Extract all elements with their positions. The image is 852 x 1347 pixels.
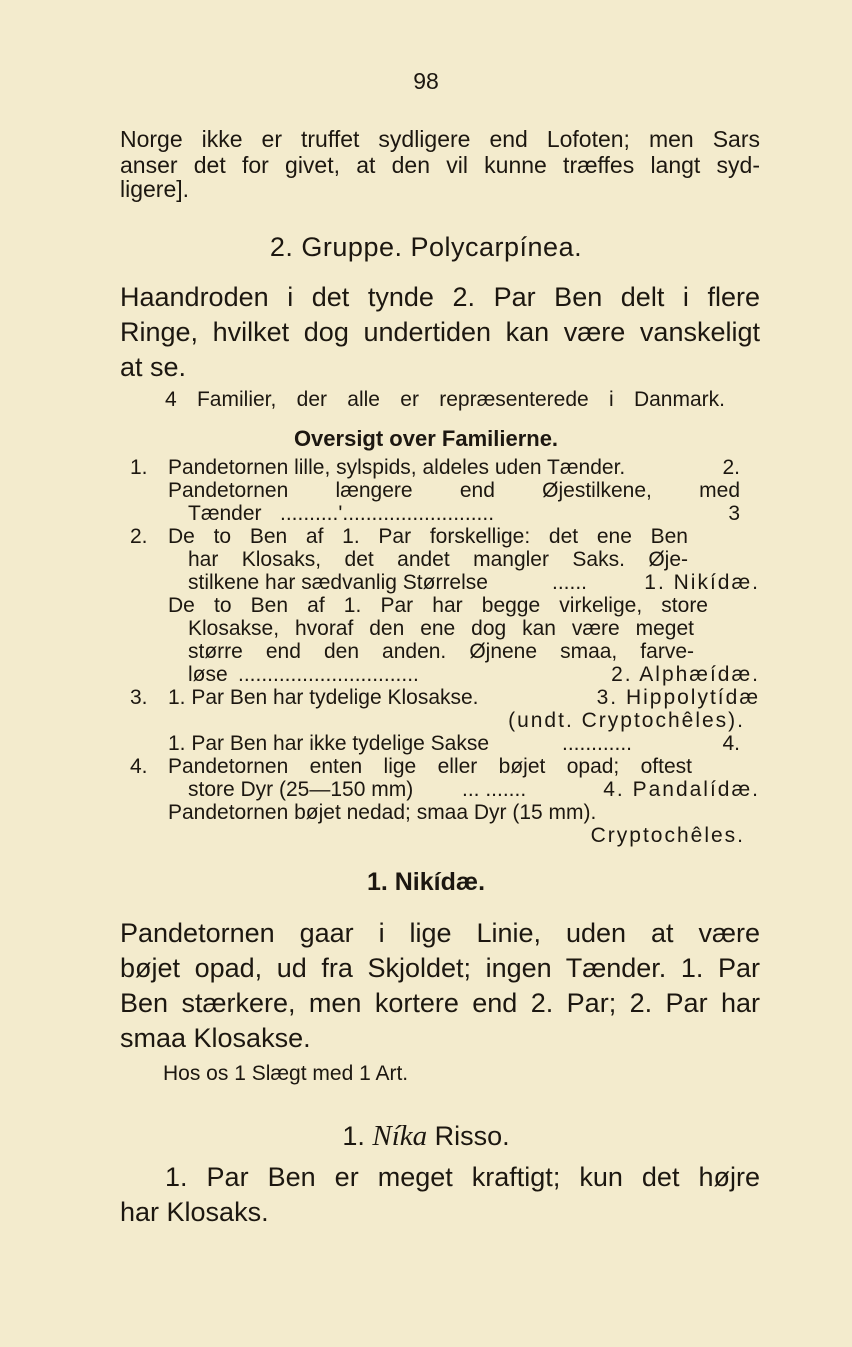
key-line-1b: Pandetornen længere end Øjestilkene, med (168, 479, 740, 502)
genus-text-line-2: har Klosaks. (120, 1197, 269, 1227)
group-heading: 2. Gruppe. Polycarpínea. (269, 232, 583, 262)
key-number-1: 1. (130, 456, 148, 479)
family-text-line-2: bøjet opad, ud fra Skjoldet; ingen Tænder. 1. Par (120, 953, 760, 983)
genus-note: Hos os 1 Slægt med 1 Art. (163, 1062, 409, 1085)
key-leader-2c: ...... (552, 571, 588, 594)
key-line-1c: Tænder (188, 502, 262, 525)
key-leader-3c: ............ (562, 732, 633, 755)
key-number-2: 2. (130, 525, 148, 548)
key-line-3c: 1. Par Ben har ikke tydelige Sakse (168, 732, 490, 755)
genus-heading (0, 1120, 852, 1153)
genus-author: Risso. (434, 1121, 510, 1151)
group-text-line-3: at se. (120, 352, 187, 382)
overview-heading: Oversigt over Familierne. (293, 426, 559, 451)
key-ref-3c: 4. (722, 732, 740, 755)
key-leader-2g: ............................... (238, 663, 419, 686)
page-number: 98 (413, 68, 439, 94)
family-text-line-4: smaa Klosakse. (120, 1023, 311, 1053)
key-leader-1c: ..........'.......................... (280, 502, 495, 525)
genus-name: Níka (372, 1120, 428, 1152)
intro-line-2: anser det for givet, at den vil kunne træffes langt syd- (120, 152, 760, 178)
key-ref-3a: 3. Hippolytídæ (596, 686, 760, 709)
key-ref-2g: 2. Alphæídæ. (611, 663, 760, 686)
key-line-2e: Klosakse, hvoraf den ene dog kan være meget (188, 617, 694, 640)
key-ref-1c: 3 (728, 502, 740, 525)
intro-line-1: Norge ikke er truffet sydligere end Lofoten; men Sars (120, 126, 760, 152)
key-line-4d: Cryptochêles. (590, 824, 745, 847)
intro-line-3: ligere]. (120, 176, 190, 202)
key-line-2b: har Klosaks, det andet mangler Saks. Øje- (188, 548, 688, 571)
key-line-2g: løse (188, 663, 228, 686)
key-line-2a: De to Ben af 1. Par forskellige: det ene Ben (168, 525, 688, 548)
key-line-3b: (undt. Cryptochêles). (508, 709, 745, 732)
key-line-2c: stilkene har sædvanlig Størrelse (188, 571, 488, 594)
genus-number: 1. (342, 1121, 365, 1151)
family-text-line-3: Ben stærkere, men kortere end 2. Par; 2. Par har (120, 988, 760, 1018)
group-text-line-2: Ringe, hvilket dog undertiden kan være vanskeligt (120, 317, 760, 347)
key-line-4b: store Dyr (25—150 mm) (188, 778, 414, 801)
key-number-3: 3. (130, 686, 148, 709)
family-text-line-1: Pandetornen gaar i lige Linie, uden at være (120, 918, 760, 948)
key-line-1a: Pandetornen lille, sylspids, aldeles uden Tænder. (168, 456, 626, 479)
family-heading: 1. Nikídæ. (366, 868, 486, 896)
key-line-3a: 1. Par Ben har tydelige Klosakse. (168, 686, 479, 709)
key-number-4: 4. (130, 755, 148, 778)
families-note: 4 Familier, der alle er repræsenterede i Danmark. (165, 388, 725, 411)
key-ref-4b: 4. Pandalídæ. (603, 778, 760, 801)
key-ref-1a: 2. (722, 456, 740, 479)
genus-text-line-1: 1. Par Ben er meget kraftigt; kun det højre (165, 1162, 760, 1192)
key-line-2d: De to Ben af 1. Par har begge virkelige, store (168, 594, 708, 617)
key-line-4a: Pandetornen enten lige eller bøjet opad; oftest (168, 755, 692, 778)
key-line-2f: større end den anden. Øjnene smaa, farve- (188, 640, 694, 663)
key-line-4c: Pandetornen bøjet nedad; smaa Dyr (15 mm). (168, 801, 597, 824)
group-text-line-1: Haandroden i det tynde 2. Par Ben delt i flere (120, 282, 760, 312)
key-ref-2c: 1. Nikídæ. (644, 571, 760, 594)
key-leader-4b: ... ....... (462, 778, 527, 801)
